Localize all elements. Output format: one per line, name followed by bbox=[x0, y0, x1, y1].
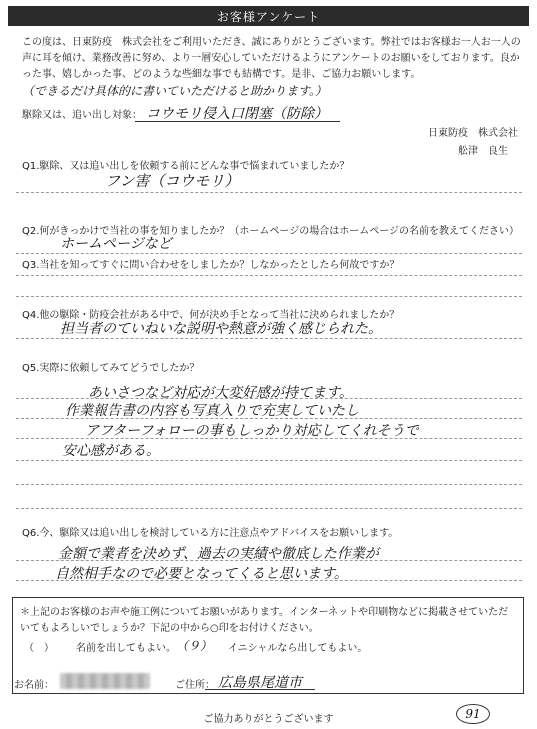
q6-answer-line-2-text[interactable]: 自然相手なので必要となってくると思います。 bbox=[55, 566, 348, 582]
q4-question: Q4.他の駆除・防疫会社がある中で、何が決め手となって当社に決められましたか？ bbox=[22, 310, 400, 321]
target-answer[interactable]: コウモリ侵入口閉塞（防除） bbox=[146, 106, 328, 122]
consent-line-1: ＊上記のお客様のお声や施工例についてお願いがあります。インターネットや印刷物などに掲載させていただ bbox=[20, 607, 509, 618]
intro-paragraph bbox=[22, 35, 522, 99]
q6-line-1 bbox=[16, 560, 522, 561]
q5-answer-line-4-text[interactable]: 安心感がある。 bbox=[62, 443, 160, 459]
q5-line-4 bbox=[16, 460, 522, 461]
q5-answer-line-3-text[interactable]: アフターフォローの事もしっかり対応してくれそうで bbox=[85, 423, 419, 439]
q1-answer[interactable]: フン害（コウモリ） bbox=[105, 172, 240, 190]
q5-line-5 bbox=[16, 484, 522, 485]
option-name-mark[interactable]: （ ） bbox=[24, 643, 54, 654]
q4-answer[interactable]: 担当者のていねいな説明や熱意が強く感じられた。 bbox=[60, 321, 382, 337]
target-row bbox=[22, 103, 342, 123]
consent-line-2: いてもよろしいでしょうか？下記の中から○印をお付けください。 bbox=[20, 623, 319, 634]
q2-answer[interactable]: ホームページなど bbox=[60, 236, 172, 252]
q5-line-3 bbox=[16, 438, 522, 439]
address-label: ご住所： bbox=[175, 680, 215, 691]
option-initial-label: イニシャルなら出してもよい。 bbox=[228, 643, 368, 654]
intro-line-1: この度は、日東防疫 株式会社をご利用いただき、誠にありがとうございます。弊社ではお客様お一人お一人の bbox=[22, 37, 521, 48]
q1-answer-line bbox=[16, 192, 522, 193]
redacted-name bbox=[60, 673, 150, 689]
q6-line-2 bbox=[16, 580, 522, 581]
q5-line-1 bbox=[16, 398, 522, 399]
target-label: 駆除又は、追い出し対象： bbox=[22, 110, 142, 121]
option-name-label: 名前を出してもよい。 bbox=[76, 643, 176, 654]
name-label: お名前： bbox=[14, 680, 54, 691]
company-name: 日東防疫 株式会社 bbox=[428, 128, 518, 139]
q3-answer-line-2 bbox=[16, 296, 522, 297]
q5-question: Q5.実際に依頼してみてどうでしたか？ bbox=[22, 363, 200, 374]
q6-question: Q6.今、駆除又は追い出しを検討している方に注意点やアドバイスをお願いします。 bbox=[22, 528, 399, 539]
option-initial-mark[interactable]: （９） bbox=[176, 639, 213, 653]
q4-answer-line bbox=[16, 338, 522, 339]
company-person: 舩津 良生 bbox=[458, 146, 508, 157]
target-underline bbox=[135, 121, 340, 122]
q5-line-2 bbox=[16, 418, 522, 419]
q1-question: Q1.駆除、又は追い出しを依頼する前にどんな事で悩まれていましたか？ bbox=[22, 161, 350, 172]
q3-question: Q3.当社を知ってすぐに問い合わせをしましたか？しなかったとしたら何故ですか？ bbox=[22, 260, 400, 271]
title-bar bbox=[8, 6, 529, 26]
q6-answer-line-1-text[interactable]: 金額で業者を決めず、過去の実績や徹底した作業が bbox=[58, 546, 379, 562]
q2-answer-line bbox=[16, 253, 522, 254]
address-underline bbox=[205, 689, 315, 690]
q5-line-6 bbox=[16, 508, 522, 509]
q5-answer-line-1-text[interactable]: あいさつなど対応が大変好感が持てます。 bbox=[88, 385, 353, 401]
intro-line-2: 声に耳を傾け、業務改善に努め、より一層安心していただけるようにアンケートのお願いをしております。良か bbox=[22, 53, 520, 64]
q3-answer-line-1 bbox=[16, 275, 522, 276]
intro-line-3: った事、嬉しかった事、どのような些細な事でも結構です。是非、ご協力お願いします。 bbox=[22, 69, 421, 80]
intro-note: （できるだけ具体的に書いていただけると助かります。） bbox=[22, 84, 328, 98]
survey-title: お客様アンケート bbox=[216, 10, 321, 24]
thanks-message: ご協力ありがとうございます bbox=[203, 714, 334, 725]
address-value[interactable]: 広島県尾道市 bbox=[218, 675, 302, 691]
page-number: 91 bbox=[456, 704, 490, 724]
q5-answer-line-2-text[interactable]: 作業報告書の内容も写真入りで充実していたし bbox=[65, 403, 359, 419]
q2-question: Q2.何がきっかけで当社の事を知りましたか？（ホームページの場合はホームページの名前を教えてください） bbox=[22, 226, 520, 237]
